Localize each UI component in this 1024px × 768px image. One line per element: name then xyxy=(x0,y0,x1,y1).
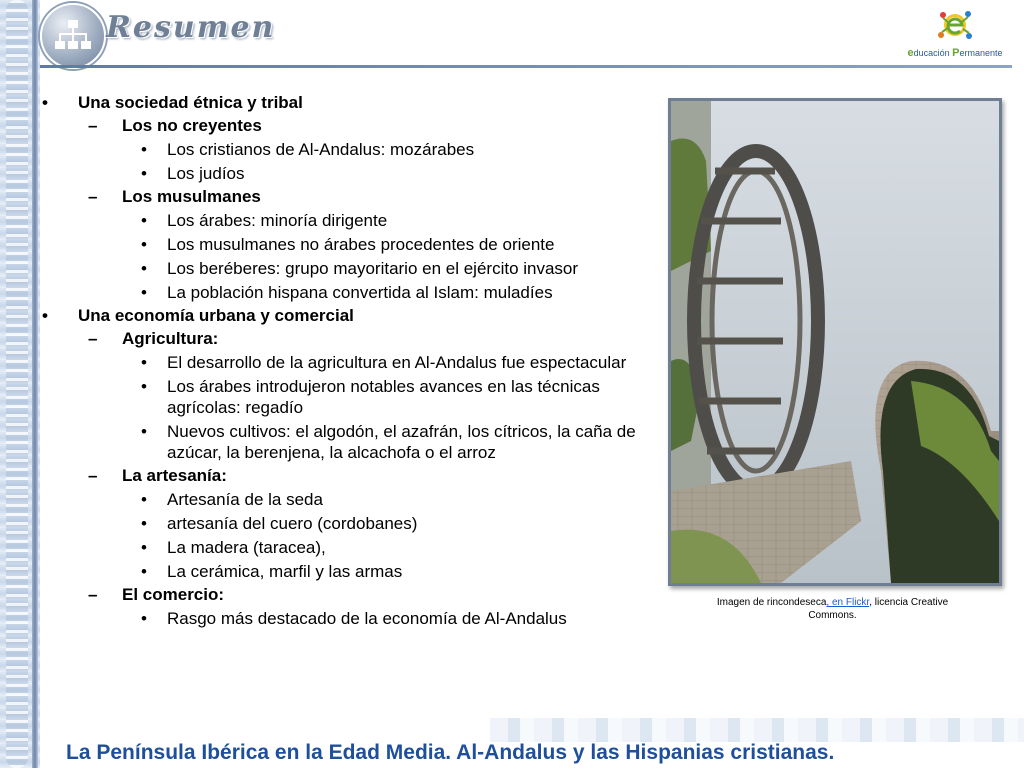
outline-level3-item xyxy=(40,163,650,184)
bullet-marker: • xyxy=(42,306,48,325)
list-item-text: Rasgo más destacado de la economía de Al-Andalus xyxy=(167,609,567,628)
outline-level3-item xyxy=(40,352,650,373)
image-caption: Imagen de rincondeseca, en Flickr, licencia Creative Commons. xyxy=(716,597,949,621)
list-item-text: Los árabes: minoría dirigente xyxy=(167,211,388,230)
dash-marker: – xyxy=(88,585,98,604)
list-item-text: El desarrollo de la agricultura en Al-Andalus fue espectacular xyxy=(167,353,627,372)
dash-marker: – xyxy=(88,116,98,135)
list-item-text: La población hispana convertida al Islam: muladíes xyxy=(167,283,553,302)
list-item-text: Los beréberes: grupo mayoritario en el ejército invasor xyxy=(167,259,579,278)
bullet-marker: • xyxy=(141,164,147,183)
bullet-marker: • xyxy=(141,235,147,254)
dash-marker: – xyxy=(88,329,98,348)
list-item-text: La madera (taracea), xyxy=(167,538,326,557)
subsection-title: Los no creyentes xyxy=(122,116,262,135)
educacion-permanente-logo xyxy=(935,5,975,45)
outline-level2-item xyxy=(40,465,650,486)
page-title: Resumen xyxy=(106,10,276,45)
subsection-title: La artesanía: xyxy=(122,466,227,485)
outline-level3-item xyxy=(40,234,650,255)
list-item-text: La cerámica, marfil y las armas xyxy=(167,562,403,581)
brand-logo xyxy=(895,5,1015,63)
list-item-text: artesanía del cuero (cordobanes) xyxy=(167,514,418,533)
list-item-text: Artesanía de la seda xyxy=(167,490,323,509)
bullet-marker: • xyxy=(42,93,48,112)
outline-level3-item xyxy=(40,537,650,558)
outline-level3-item xyxy=(40,258,650,279)
subsection-title: El comercio: xyxy=(122,585,225,604)
outline-level3-item xyxy=(40,376,650,418)
outline-level2-item xyxy=(40,328,650,349)
footer-wave-decoration xyxy=(490,718,1024,742)
outline-level3-item xyxy=(40,421,650,463)
bullet-marker: • xyxy=(141,538,147,557)
outline-level1-item xyxy=(40,305,650,326)
bullet-marker: • xyxy=(141,211,147,230)
brand-text: educación Permanente xyxy=(907,47,1003,59)
bullet-marker: • xyxy=(141,562,147,581)
bullet-marker: • xyxy=(141,353,147,372)
list-item-text: Los musulmanes no árabes procedentes de oriente xyxy=(167,235,555,254)
bullet-marker: • xyxy=(141,609,147,628)
bullet-marker: • xyxy=(141,140,147,159)
flickr-link[interactable]: , en Flickr xyxy=(826,597,870,608)
bullet-marker: • xyxy=(141,377,147,396)
subsection-title: Agricultura: xyxy=(122,329,219,348)
left-decorative-bar xyxy=(0,0,40,768)
outline-level3-item xyxy=(40,489,650,510)
list-item-text: Los cristianos de Al-Andalus: mozárabes xyxy=(167,140,475,159)
dash-marker: – xyxy=(88,466,98,485)
org-chart-icon xyxy=(40,3,106,69)
outline-level2-item xyxy=(40,584,650,605)
footer-title: La Península Ibérica en la Edad Media. Al-Andalus y las Hispanias cristianas. xyxy=(66,741,835,764)
outline-level3-item xyxy=(40,282,650,303)
left-bar-pattern xyxy=(6,0,28,768)
dash-marker: – xyxy=(88,187,98,206)
outline-level3-item xyxy=(40,210,650,231)
section-title: Una sociedad étnica y tribal xyxy=(78,93,303,112)
list-item-text: Nuevos cultivos: el algodón, el azafrán, los cítricos, la caña de azúcar, la berenjena, la alcachofa o el arroz xyxy=(167,422,636,462)
outline-content xyxy=(40,90,650,629)
bullet-marker: • xyxy=(141,422,147,441)
outline-level3-item xyxy=(40,608,650,629)
left-bar-rail xyxy=(32,0,38,768)
outline-level3-item xyxy=(40,561,650,582)
bullet-marker: • xyxy=(141,514,147,533)
bullet-marker: • xyxy=(141,490,147,509)
list-item-text: Los judíos xyxy=(167,164,245,183)
water-wheel-photo xyxy=(668,98,1002,586)
bullet-marker: • xyxy=(141,283,147,302)
section-title: Una economía urbana y comercial xyxy=(78,306,354,325)
header-divider xyxy=(40,65,1012,68)
outline-level2-item xyxy=(40,115,650,136)
outline-level3-item xyxy=(40,513,650,534)
outline-level1-item xyxy=(40,92,650,113)
outline-level2-item xyxy=(40,186,650,207)
list-item-text: Los árabes introdujeron notables avances en las técnicas agrícolas: regadío xyxy=(167,377,600,417)
bullet-marker: • xyxy=(141,259,147,278)
subsection-title: Los musulmanes xyxy=(122,187,261,206)
outline-level3-item xyxy=(40,139,650,160)
